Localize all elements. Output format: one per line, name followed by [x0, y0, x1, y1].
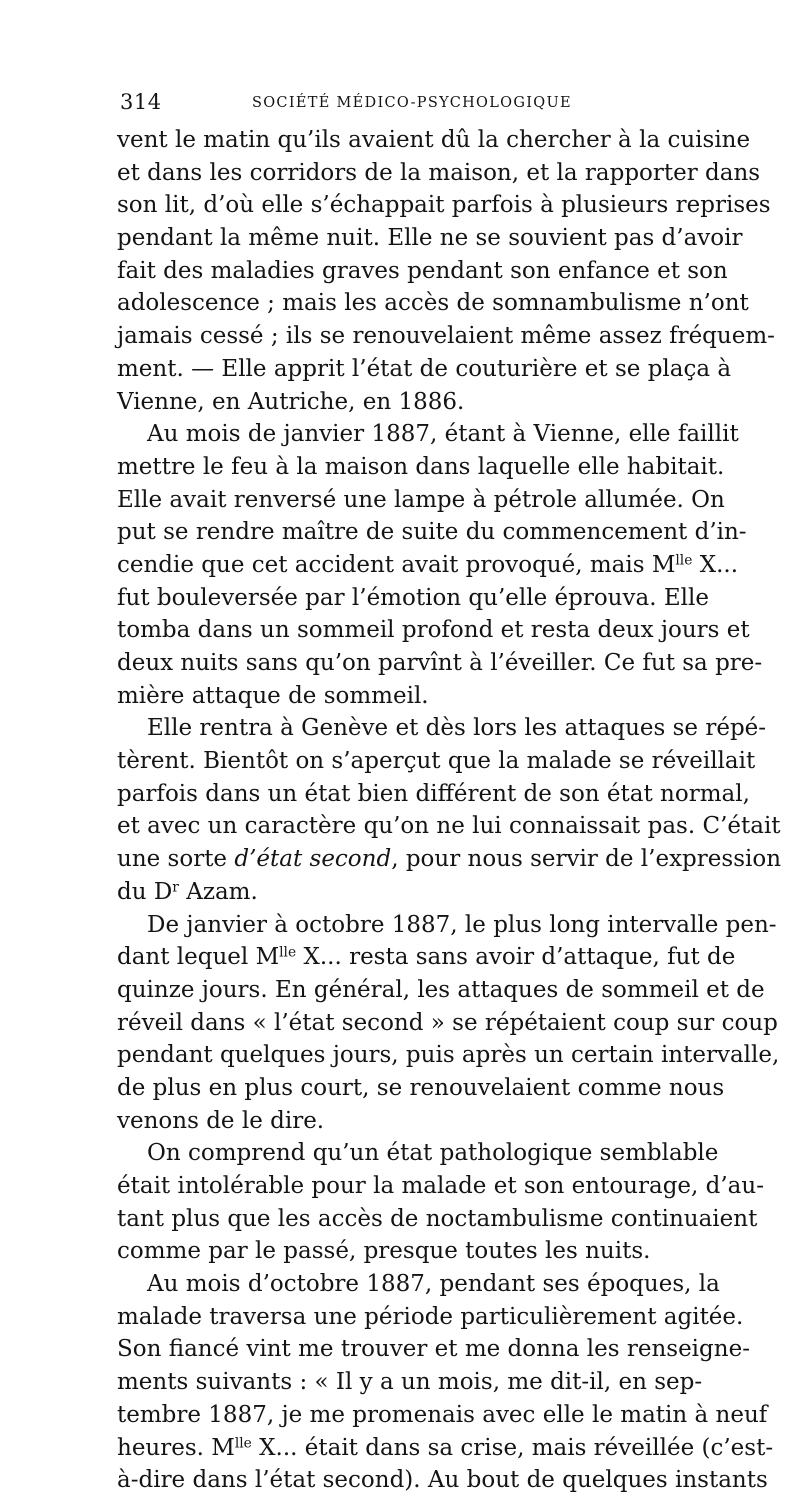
text-segment: deux nuits sans qu’on parvînt à l’éveiller. Ce fut sa pre-	[117, 650, 763, 676]
text-segment: Au mois d’octobre 1887, pendant ses époques, la	[147, 1271, 720, 1298]
text-line	[117, 1039, 780, 1072]
text-segment: de plus en plus court, se renouvelaient comme nous	[117, 1074, 725, 1101]
text-segment: pendant quelques jours, puis après un certain intervalle,	[117, 1042, 780, 1069]
superscript-abbreviation: lle	[675, 552, 693, 569]
text-segment: mettre le feu à la maison dans laquelle elle habitait.	[117, 453, 725, 480]
italic-term: d’état second	[234, 846, 392, 873]
text-segment: comme par le passé, presque toutes les nuits.	[117, 1238, 651, 1265]
text-segment: Elle rentra à Genève et dès lors les attaques se répé-	[147, 715, 767, 742]
text-segment: Son fiancé vint me trouver et me donna les renseigne-	[117, 1336, 750, 1363]
text-segment: tant plus que les accès de noctambulisme continuaient	[117, 1205, 758, 1232]
text-segment: malade traversa une période particulièrement agitée.	[117, 1303, 744, 1330]
text-line	[117, 1399, 768, 1432]
text-segment: fut bouleversée par l’émotion qu’elle éprouva. Elle	[117, 584, 709, 611]
text-segment: du D	[117, 878, 173, 905]
text-segment: Azam.	[178, 878, 258, 905]
text-line	[117, 680, 682, 713]
text-segment: jamais cessé ; ils se renouvelaient même assez fréquem-	[117, 323, 775, 350]
page-number: 314	[120, 90, 162, 114]
text-segment: X... était dans sa crise, mais réveillée (c’est-	[251, 1434, 774, 1461]
text-line	[117, 1333, 750, 1366]
text-segment: ments suivants : « Il y a un mois, me dit-il, en sep-	[117, 1369, 703, 1396]
text-line	[117, 1268, 720, 1301]
running-head: SOCIÉTÉ MÉDICO-PSYCHOLOGIQUE	[252, 95, 572, 111]
text-line	[117, 1203, 758, 1236]
text-segment: cendie que cet accident avait provoqué, mais M	[117, 551, 676, 578]
text-segment: ment. — Elle apprit l’état de couturière et se plaça à	[117, 355, 732, 382]
text-line	[117, 1432, 774, 1465]
text-line	[117, 1105, 682, 1138]
text-line	[117, 614, 750, 647]
text-line	[117, 745, 756, 778]
text-line	[117, 1137, 719, 1170]
text-line	[117, 810, 781, 843]
text-segment: son lit, d’où elle s’échappait parfois à plusieurs reprises	[117, 192, 771, 219]
body-text	[117, 124, 782, 1497]
superscript-abbreviation: lle	[279, 944, 297, 961]
text-segment: X...	[692, 551, 739, 578]
text-line	[117, 582, 709, 615]
text-line	[117, 974, 765, 1007]
text-line	[117, 222, 743, 255]
text-segment: De janvier à octobre 1887, le plus long intervalle pen-	[147, 911, 777, 938]
text-line	[117, 843, 782, 876]
text-line	[117, 353, 732, 386]
text-segment: et dans les corridors de la maison, et la rapporter dans	[117, 159, 761, 186]
text-segment: quinze jours. En général, les attaques de sommeil et de	[117, 976, 765, 1003]
text-line	[117, 320, 775, 353]
superscript-abbreviation: lle	[234, 1434, 252, 1451]
text-line	[117, 778, 750, 811]
text-line	[117, 255, 728, 288]
text-segment: parfois dans un état bien différent de son état normal,	[117, 780, 750, 807]
text-segment: fait des maladies graves pendant son enfance et son	[117, 257, 728, 284]
text-line	[117, 418, 739, 451]
text-segment: On comprend qu’un état pathologique semblable	[147, 1140, 719, 1167]
text-line	[117, 909, 777, 942]
text-line	[117, 1170, 764, 1203]
text-line	[117, 157, 761, 190]
superscript-abbreviation: r	[172, 879, 179, 896]
text-segment: dant lequel M	[117, 944, 280, 971]
text-line	[117, 386, 682, 419]
text-segment: pendant la même nuit. Elle ne se souvient pas d’avoir	[117, 225, 743, 252]
text-segment: X... resta sans avoir d’attaque, fut de	[296, 944, 736, 971]
text-segment: put se rendre maître de suite du commencement d’in-	[117, 519, 747, 546]
text-segment: et avec un caractère qu’on ne lui connaissait pas. C’était	[117, 813, 781, 840]
text-segment: venons de le dire.	[117, 1107, 325, 1134]
text-segment: Elle avait renversé une lampe à pétrole allumée. On	[117, 486, 725, 513]
text-line	[117, 1007, 778, 1040]
text-segment: vent le matin qu’ils avaient dû la chercher à la cuisine	[117, 127, 751, 153]
text-line	[117, 876, 682, 909]
text-line	[117, 1301, 744, 1334]
text-line	[117, 124, 751, 157]
text-segment: Vienne, en Autriche, en 1886.	[117, 388, 465, 415]
text-line	[117, 647, 763, 680]
text-segment: Au mois de janvier 1887, étant à Vienne, elle faillit	[147, 421, 739, 448]
text-line	[117, 1072, 725, 1105]
text-line	[117, 189, 771, 222]
text-line	[117, 1235, 682, 1268]
text-segment: tèrent. Bientôt on s’aperçut que la malade se réveillait	[117, 748, 756, 775]
text-segment: adolescence ; mais les accès de somnambulisme n’ont	[117, 290, 749, 317]
text-line	[117, 549, 739, 582]
text-line	[117, 941, 736, 974]
text-line	[117, 1366, 703, 1399]
text-segment: tomba dans un sommeil profond et resta deux jours et	[117, 617, 750, 644]
text-line	[117, 516, 747, 549]
text-segment: réveil dans « l’état second » se répétaient coup sur coup	[117, 1009, 778, 1036]
text-line	[117, 712, 767, 745]
text-segment: une sorte	[117, 846, 235, 873]
text-line	[117, 1464, 768, 1497]
text-segment: heures. M	[117, 1434, 235, 1461]
text-segment: mière attaque de sommeil.	[117, 682, 429, 709]
text-segment: tembre 1887, je me promenais avec elle le matin à neuf	[117, 1401, 768, 1428]
text-segment: , pour nous servir de l’expression	[391, 846, 782, 873]
text-segment: était intolérable pour la malade et son entourage, d’au-	[117, 1173, 764, 1199]
page-header	[112, 90, 682, 120]
text-line	[117, 484, 725, 517]
text-line	[117, 287, 749, 320]
text-segment: à-dire dans l’état second). Au bout de quelques instants	[117, 1467, 768, 1494]
text-line	[117, 451, 725, 484]
